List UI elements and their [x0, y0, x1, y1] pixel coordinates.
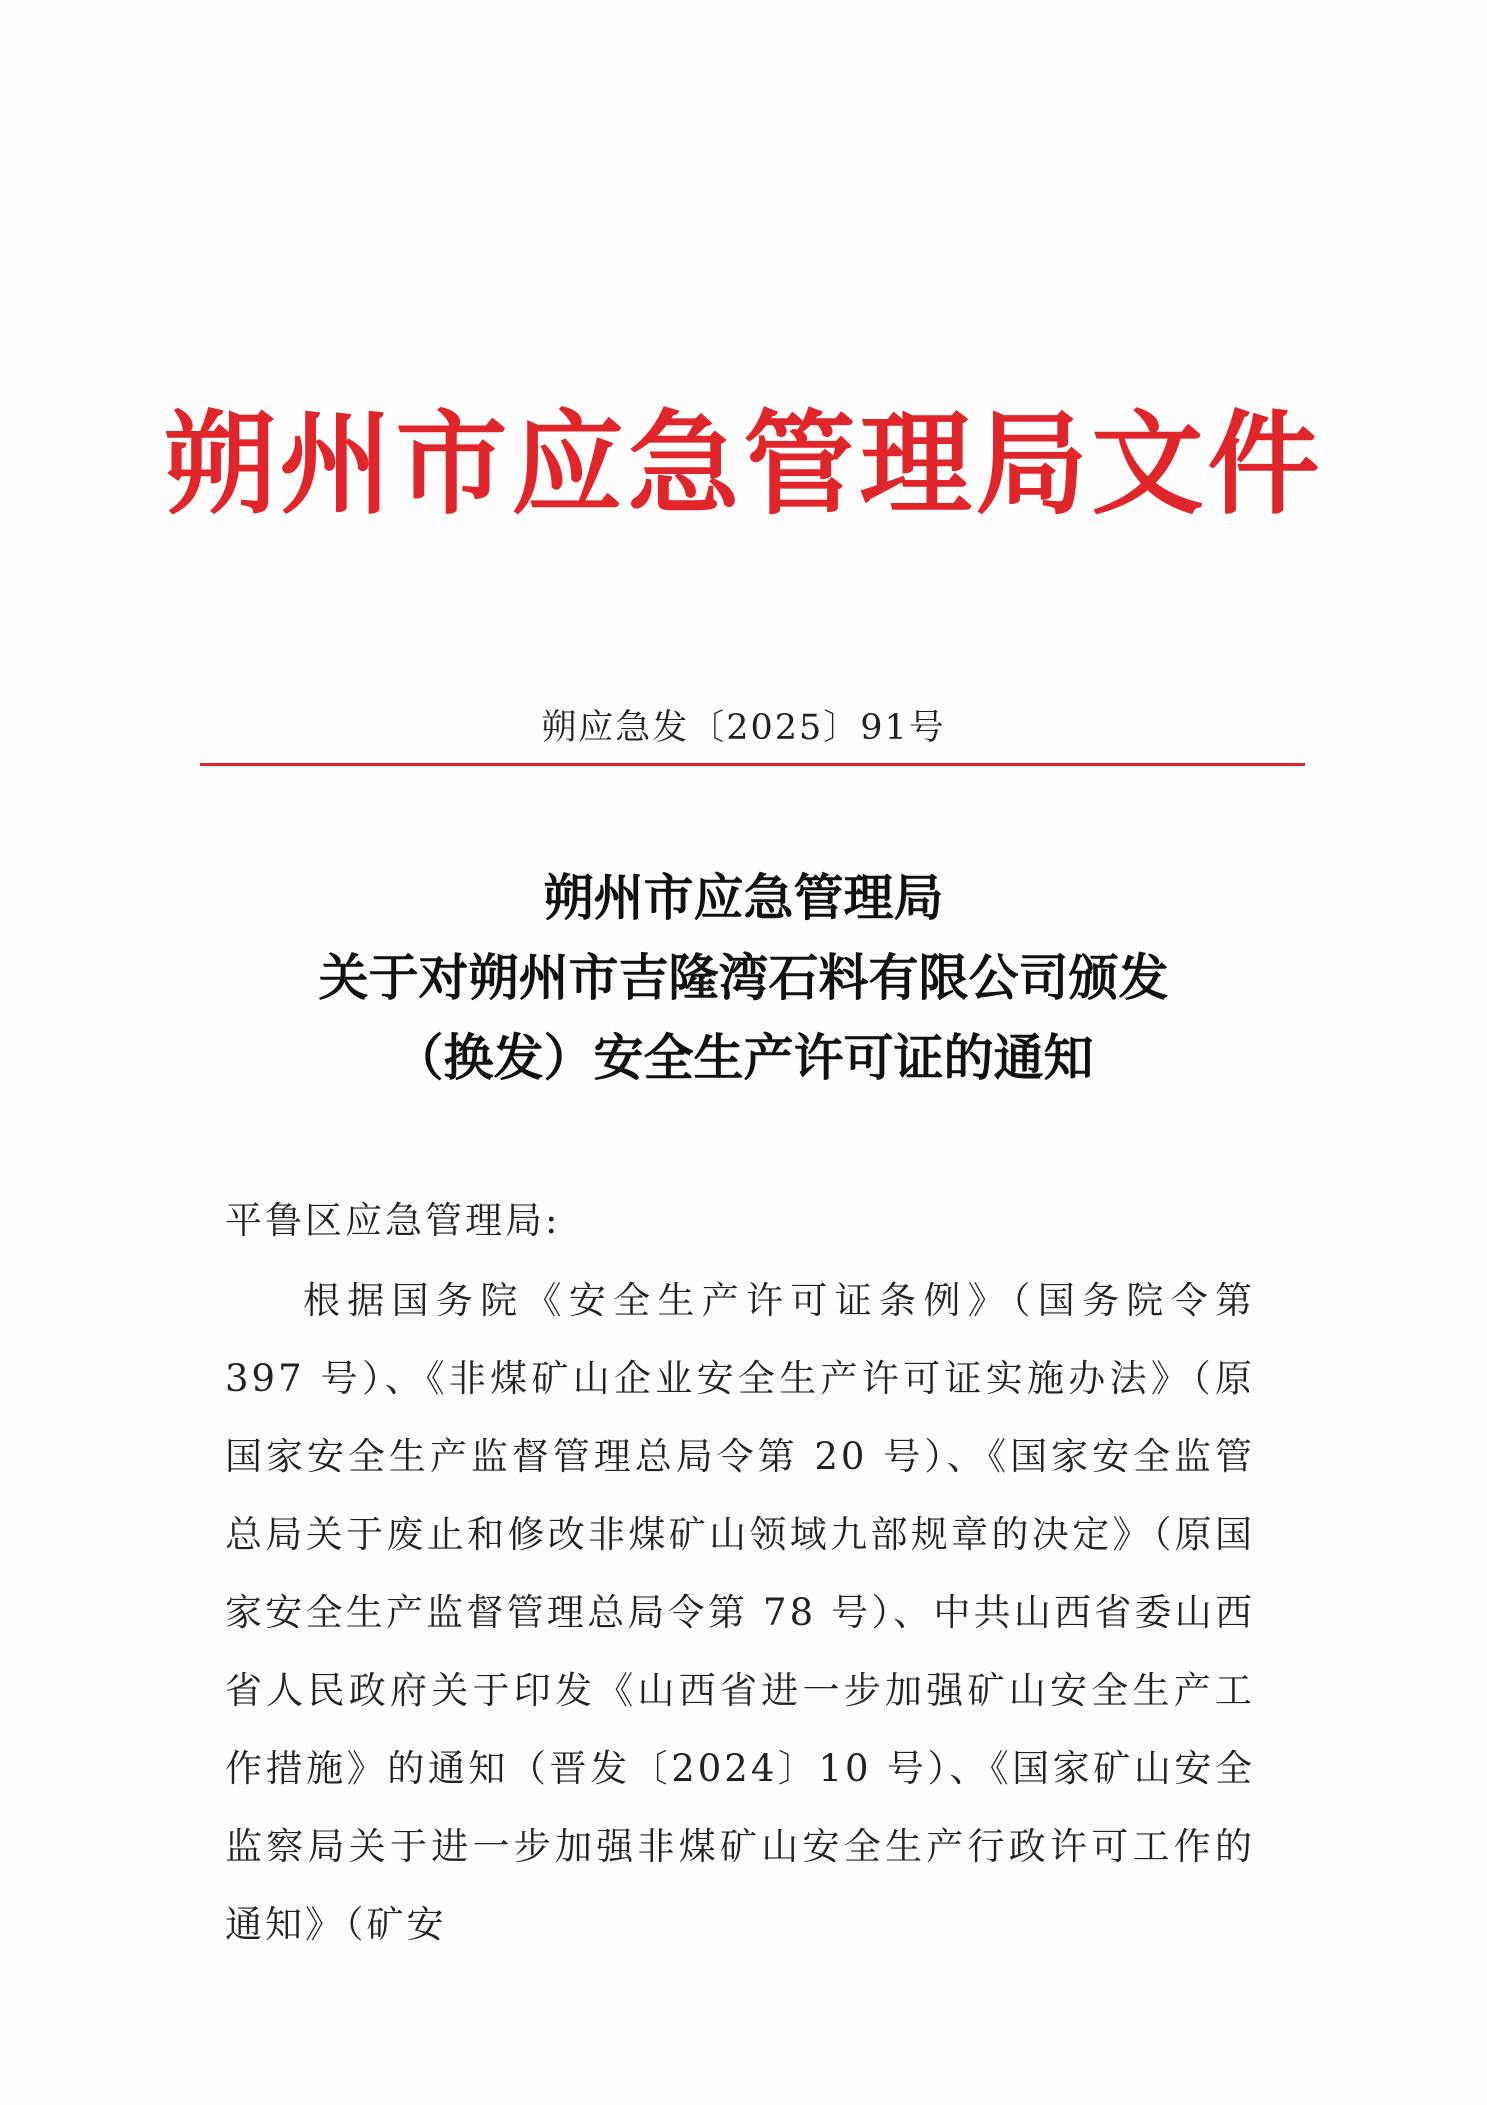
issuer-header: 朔州市应急管理局文件: [163, 400, 1324, 530]
document-number: 朔应急发〔2025〕91号: [541, 708, 946, 748]
title-line-1: 朔州市应急管理局: [543, 869, 944, 927]
notice-title: [0, 858, 1487, 1098]
title-line-3: （换发）安全生产许可证的通知: [393, 1029, 1094, 1087]
body-paragraph: 根据国务院《安全生产许可证条例》（国务院令第 397 号）、《非煤矿山企业安全生产许可证实施办法》（原国家安全生产监督管理总局令第 20 号）、《国家安全监管总局关于废止和修改非煤矿山领域九部规章的决定》（原国家安全生产监督管理总局令第 78 号）、中共山西省委山西省人民政府关于印发《山西省进一步加强矿山安全生产工作措施》的通知（晋发〔2024〕10 号）、《国家矿山安全监察局关于进一步加强非煤矿山安全生产行政许可工作的通知》（矿安: [225, 1279, 1255, 1946]
title-line-2: 关于对朔州市吉隆湾石料有限公司颁发: [318, 949, 1169, 1007]
salutation: 平鲁区应急管理局:: [225, 1199, 561, 1242]
red-divider: [200, 763, 1305, 766]
